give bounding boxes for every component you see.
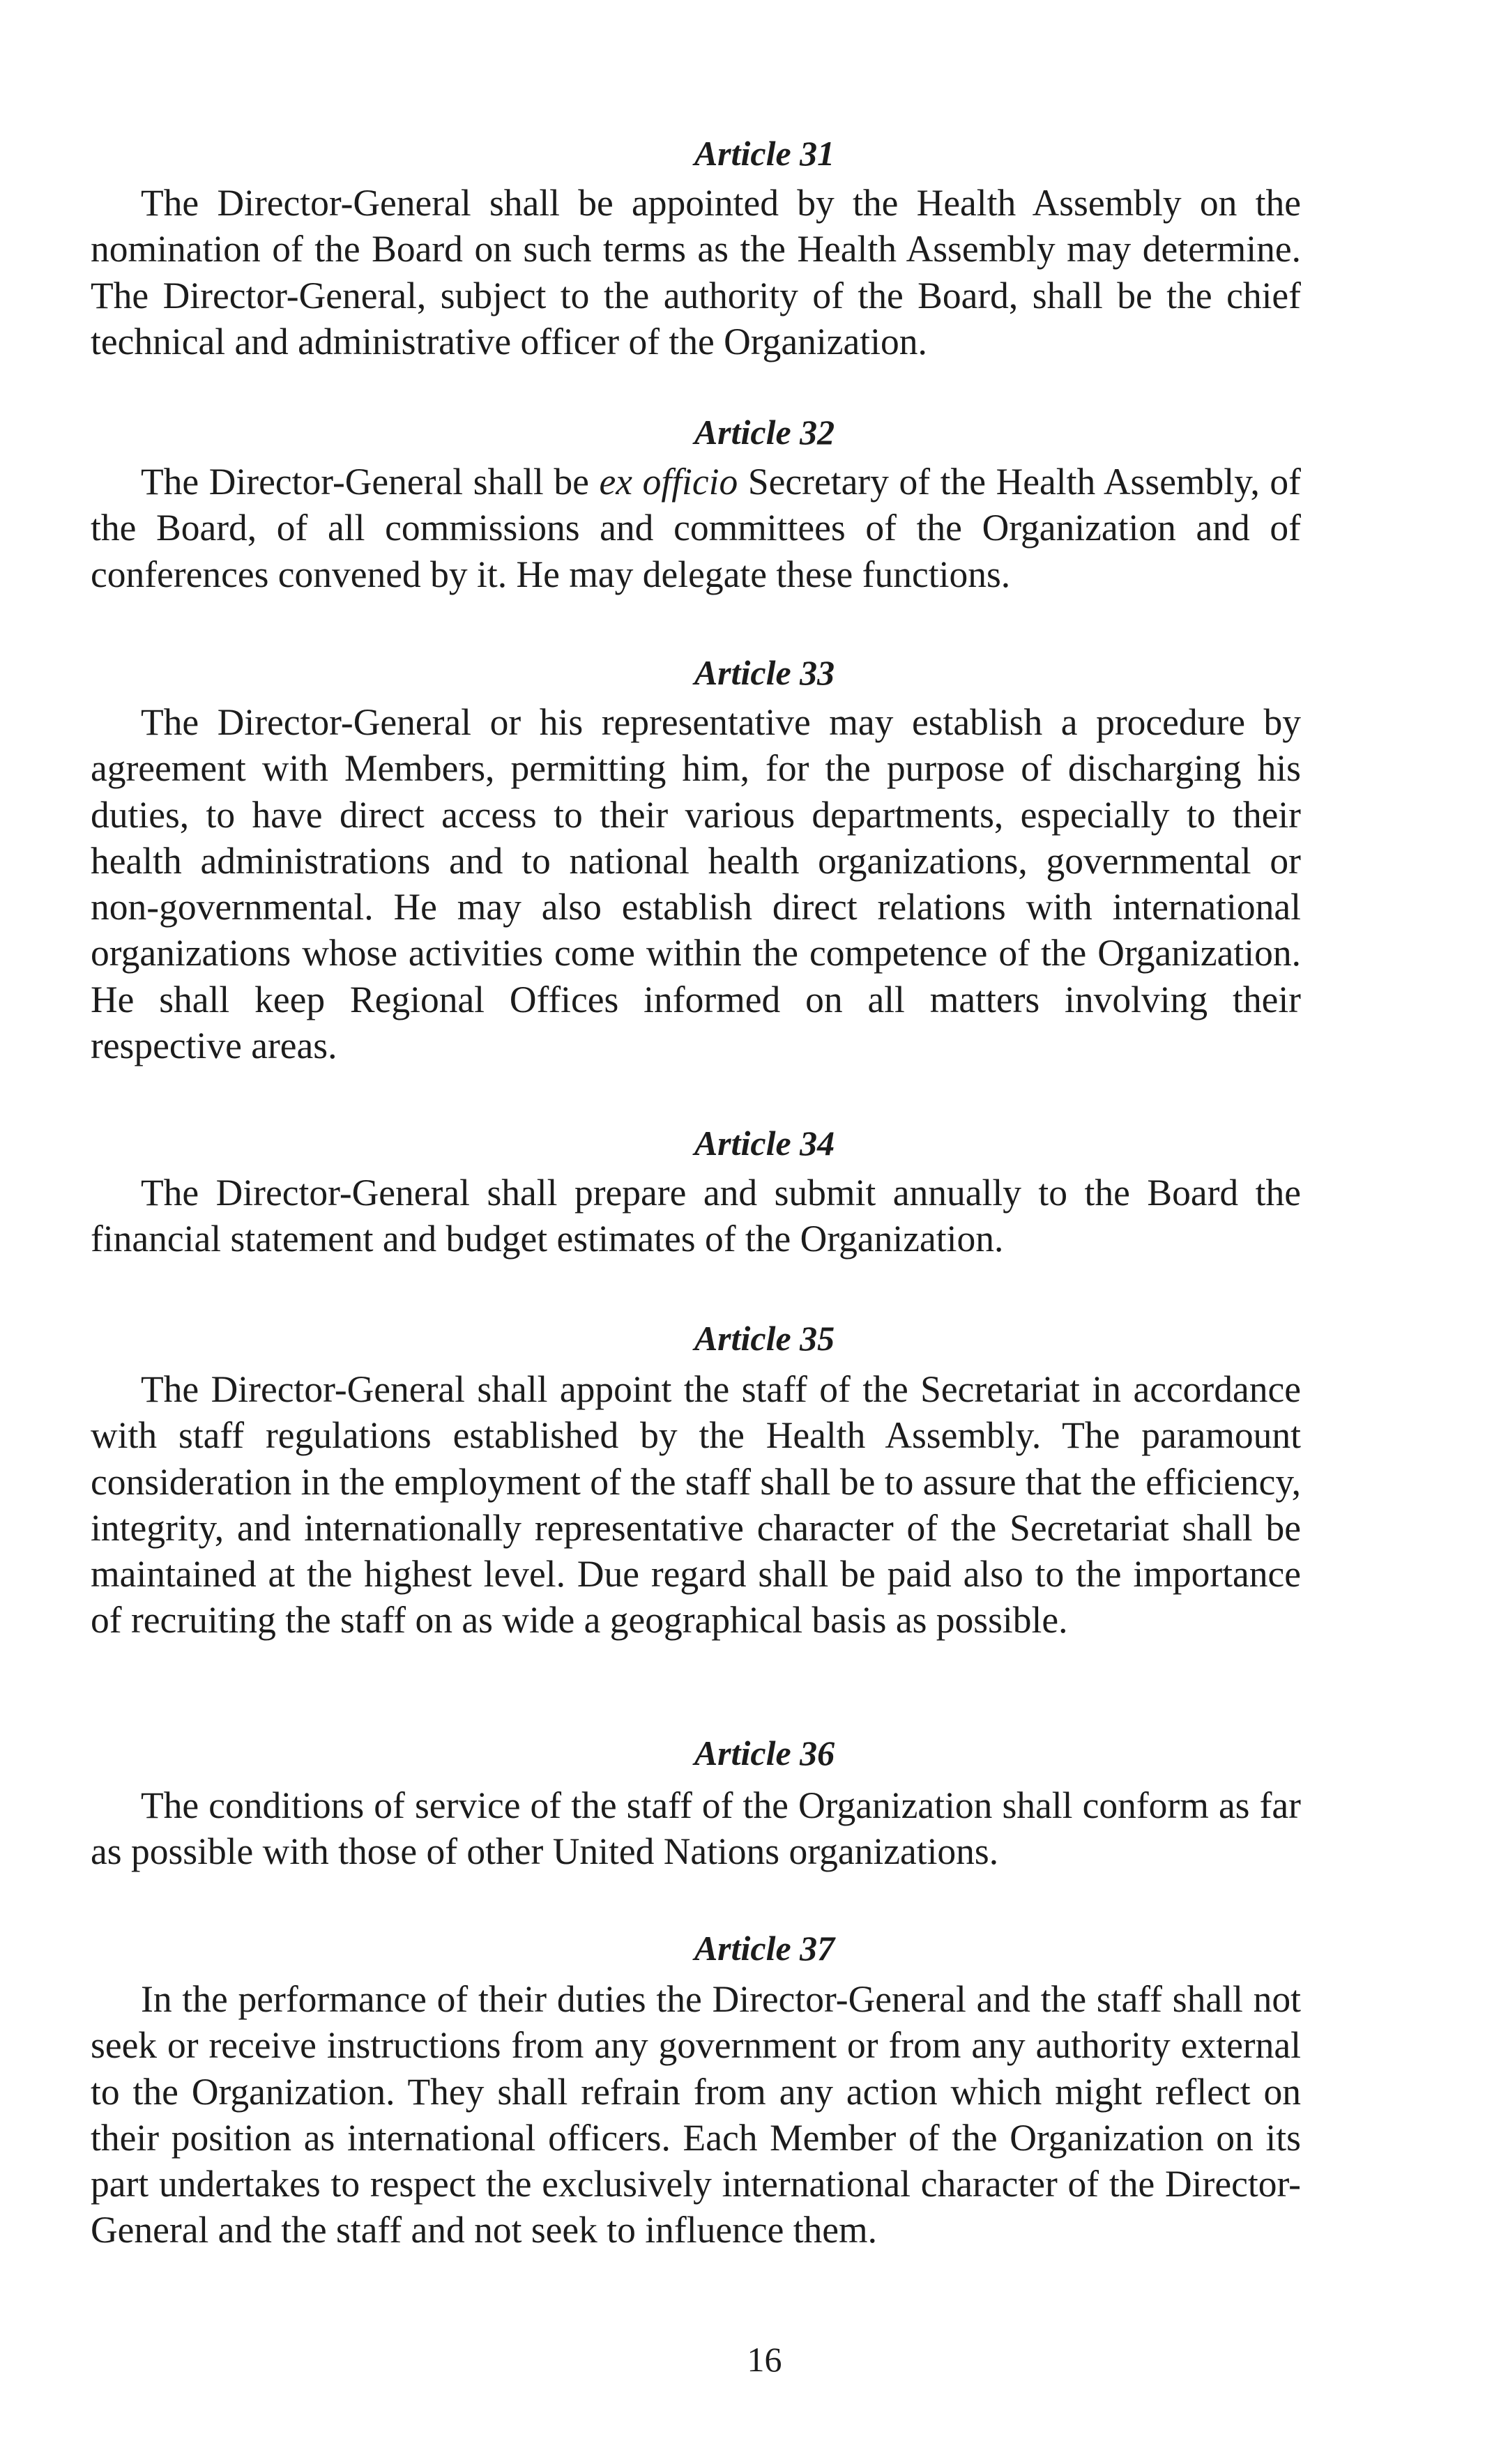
article-35-sentence: The Director-General shall appoint the staff of the Secretariat in accordance with staff regulations established by the Health Assembly. The paramount consideration in the employment of the staff shall be to assure that the efficiency, integrity, and internationally representative character of the Secretariat shall be maintained at the highest level. Due regard shall be paid also to the importance of recruiting the staff on as wide a geographical basis as possible. <box>91 1368 1301 1642</box>
article-32-heading: Article 32 <box>694 413 835 452</box>
article-31-paragraph <box>91 180 1301 365</box>
article-31-heading: Article 31 <box>694 134 835 173</box>
article-32-text-part-1: The Director-General shall be <box>141 461 600 503</box>
article-34-text <box>91 1170 1301 1262</box>
article-36-heading: Article 36 <box>694 1734 835 1773</box>
article-35-text <box>91 1366 1301 1644</box>
article-32-text <box>91 459 1301 597</box>
article-36-paragraph <box>91 1782 1301 1875</box>
article-37-heading: Article 37 <box>694 1929 835 1968</box>
page-number: 16 <box>747 2340 782 2379</box>
article-32-text-part-2: Secretary of the Health Assembly, of the Board, of all commissions and committees of the Organization and of conferences convened by it. He may delegate these functions. <box>91 461 1301 595</box>
article-33-text <box>91 699 1301 1069</box>
article-32-ex-officio: ex officio <box>599 461 738 503</box>
article-33-sentence: The Director-General or his representative may establish a procedure by agreement with Members, permitting him, for the purpose of discharging his duties, to have direct access to their various departments, especially to their health administrations and to national health organizations, governmental or non-governmental. He may also establish direct relations with international organizations whose activities come within the competence of the Organization. He shall keep Regional Offices informed on all matters involving their respective areas. <box>91 701 1301 1067</box>
article-37-text <box>91 1976 1301 2253</box>
article-36-text <box>91 1782 1301 1875</box>
article-37-paragraph <box>91 1976 1301 2253</box>
article-34-paragraph <box>91 1170 1301 1262</box>
article-35-heading: Article 35 <box>694 1319 835 1358</box>
article-33-heading: Article 33 <box>694 653 835 692</box>
article-37-sentence: In the performance of their duties the Director-General and the staff shall not seek or receive instructions from any government or from any authority external to the Organization. They shall refrain from any action which might reflect on their position as international officers. Each Member of the Organization on its part undertakes to respect the exclusively international character of the Director-General and the staff and not seek to influence them. <box>91 1978 1301 2251</box>
article-31-text <box>91 180 1301 365</box>
article-36-sentence: The conditions of service of the staff of the Organization shall conform as far as possible with those of other United Nations organizations. <box>91 1784 1301 1873</box>
article-31-sentence: The Director-General shall be appointed by the Health Assembly on the nomination of the Board on such terms as the Health Assembly may determine. The Director-General, subject to the authority of the Board, shall be the chief technical and administrative officer of the Organization. <box>91 182 1301 362</box>
article-35-paragraph <box>91 1366 1301 1644</box>
article-32-paragraph <box>91 459 1301 597</box>
article-33-paragraph <box>91 699 1301 1069</box>
article-34-heading: Article 34 <box>694 1124 835 1163</box>
article-34-sentence: The Director-General shall prepare and submit annually to the Board the financial statement and budget estimates of the Organization. <box>91 1172 1301 1260</box>
